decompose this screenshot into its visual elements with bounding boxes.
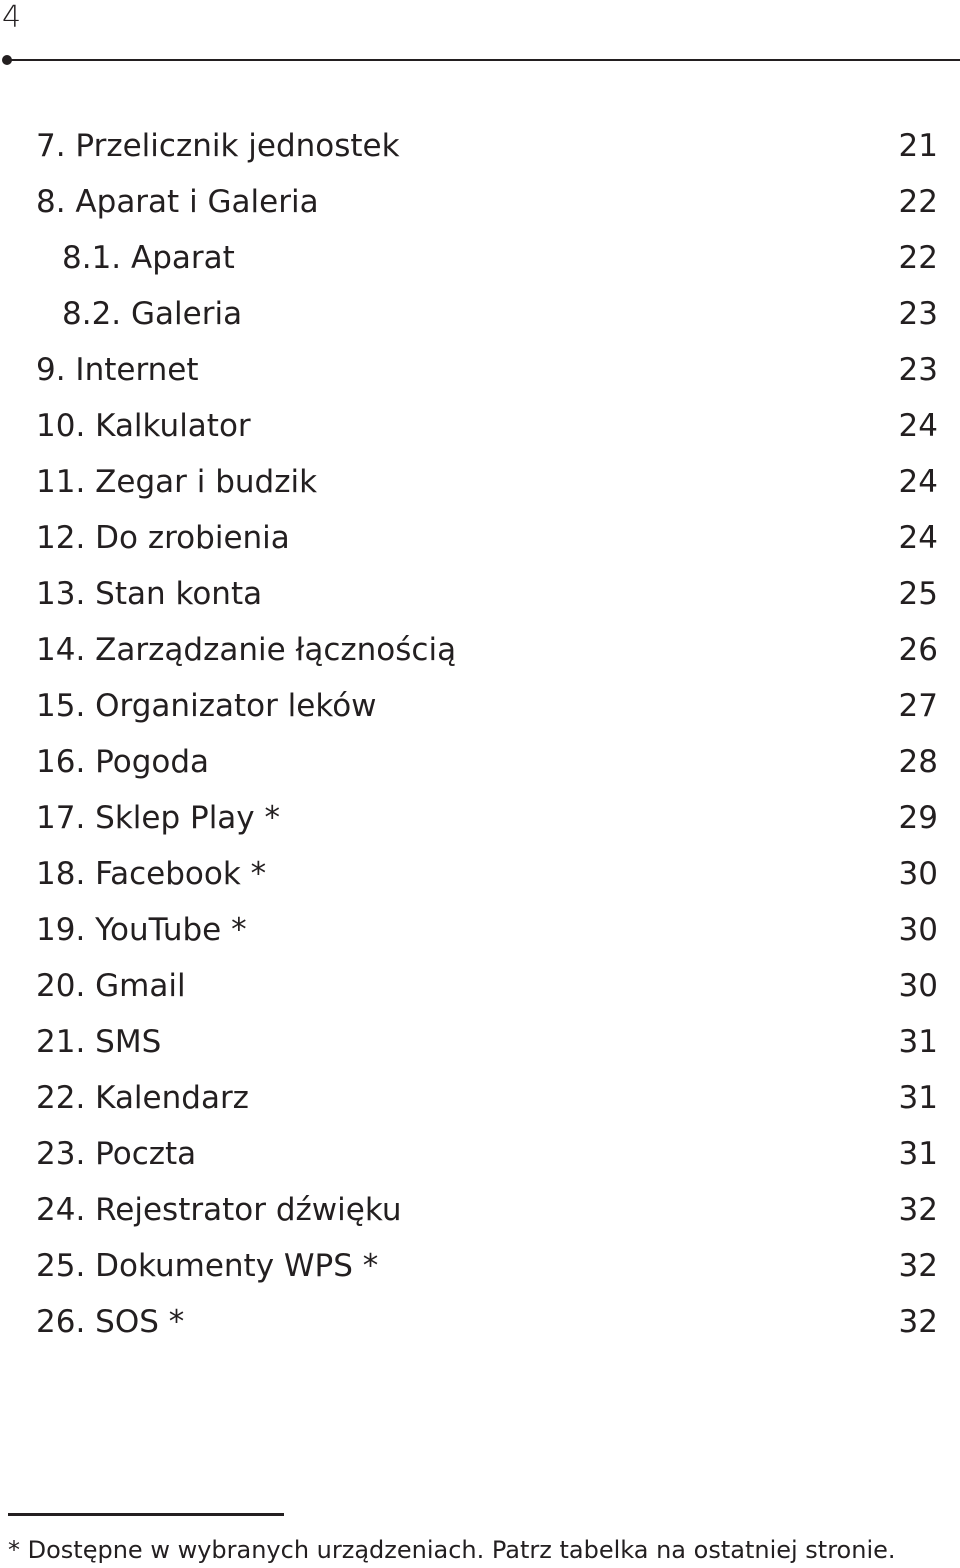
toc-entry-title: 10. Kalkulator <box>36 408 251 444</box>
toc-entry-page-number: 27 <box>898 688 938 724</box>
toc-entry <box>0 174 960 230</box>
footnote: * Dostępne w wybranych urządzeniach. Patrz tabelka na ostatniej stronie. <box>8 1536 896 1564</box>
toc-entry-title: 24. Rejestrator dźwięku <box>36 1192 402 1228</box>
toc-entry-title: 20. Gmail <box>36 968 186 1004</box>
toc-entry-title: 17. Sklep Play * <box>36 800 281 836</box>
toc-entry-title: 18. Facebook * <box>36 856 267 892</box>
toc-entry-title: 25. Dokumenty WPS * <box>36 1248 379 1284</box>
toc-entry <box>0 622 960 678</box>
toc-entry-title: 8. Aparat i Galeria <box>36 184 319 220</box>
toc-entry-title: 26. SOS * <box>36 1304 185 1340</box>
toc-entry-page-number: 24 <box>898 408 938 444</box>
toc-entry <box>0 230 960 286</box>
toc-entry <box>0 790 960 846</box>
toc-entry <box>0 846 960 902</box>
toc-entry-title: 15. Organizator leków <box>36 688 377 724</box>
toc-entry <box>0 902 960 958</box>
toc-entry <box>0 734 960 790</box>
toc-entry <box>0 1070 960 1126</box>
toc-entry-page-number: 24 <box>898 464 938 500</box>
toc-entry <box>0 286 960 342</box>
toc-entry <box>0 1238 960 1294</box>
toc-entry-page-number: 21 <box>898 128 938 164</box>
toc-entry <box>0 958 960 1014</box>
toc-entry <box>0 1126 960 1182</box>
toc-entry <box>0 566 960 622</box>
toc-entry-page-number: 30 <box>898 968 938 1004</box>
toc-entry <box>0 678 960 734</box>
toc-entry-page-number: 30 <box>898 912 938 948</box>
toc-entry <box>0 454 960 510</box>
toc-entry <box>0 510 960 566</box>
toc-entry-page-number: 26 <box>898 632 938 668</box>
toc-entry-page-number: 29 <box>898 800 938 836</box>
toc-entry-page-number: 22 <box>898 184 938 220</box>
page-number: 4 <box>2 0 22 35</box>
toc-entry-title: 13. Stan konta <box>36 576 263 612</box>
toc-entry-title: 19. YouTube * <box>36 912 247 948</box>
toc-entry-page-number: 22 <box>898 240 938 276</box>
toc-entry-page-number: 23 <box>898 352 938 388</box>
toc-entry-page-number: 31 <box>898 1024 938 1060</box>
toc-entry <box>0 1014 960 1070</box>
toc-entry <box>0 398 960 454</box>
toc-entry-title: 14. Zarządzanie łącznością <box>36 632 457 668</box>
toc-entry <box>0 1294 960 1350</box>
toc-entry-title: 9. Internet <box>36 352 199 388</box>
toc-entry-page-number: 28 <box>898 744 938 780</box>
toc-entry-page-number: 30 <box>898 856 938 892</box>
toc-entry-title: 8.2. Galeria <box>62 296 243 332</box>
table-of-contents <box>0 118 960 1350</box>
toc-entry-title: 11. Zegar i budzik <box>36 464 318 500</box>
toc-entry-page-number: 32 <box>898 1192 938 1228</box>
toc-entry-page-number: 24 <box>898 520 938 556</box>
toc-entry <box>0 118 960 174</box>
toc-entry-page-number: 32 <box>898 1248 938 1284</box>
toc-entry-title: 7. Przelicznik jednostek <box>36 128 400 164</box>
toc-entry-title: 8.1. Aparat <box>62 240 235 276</box>
toc-entry <box>0 1182 960 1238</box>
toc-entry-page-number: 32 <box>898 1304 938 1340</box>
toc-entry-page-number: 25 <box>898 576 938 612</box>
toc-entry-page-number: 31 <box>898 1080 938 1116</box>
toc-entry-page-number: 31 <box>898 1136 938 1172</box>
toc-entry-title: 16. Pogoda <box>36 744 210 780</box>
footnote-rule <box>8 1513 284 1516</box>
header-rule <box>8 59 960 61</box>
toc-entry-page-number: 23 <box>898 296 938 332</box>
toc-entry-title: 22. Kalendarz <box>36 1080 249 1116</box>
toc-entry-title: 12. Do zrobienia <box>36 520 290 556</box>
toc-entry <box>0 342 960 398</box>
toc-entry-title: 21. SMS <box>36 1024 162 1060</box>
toc-entry-title: 23. Poczta <box>36 1136 197 1172</box>
